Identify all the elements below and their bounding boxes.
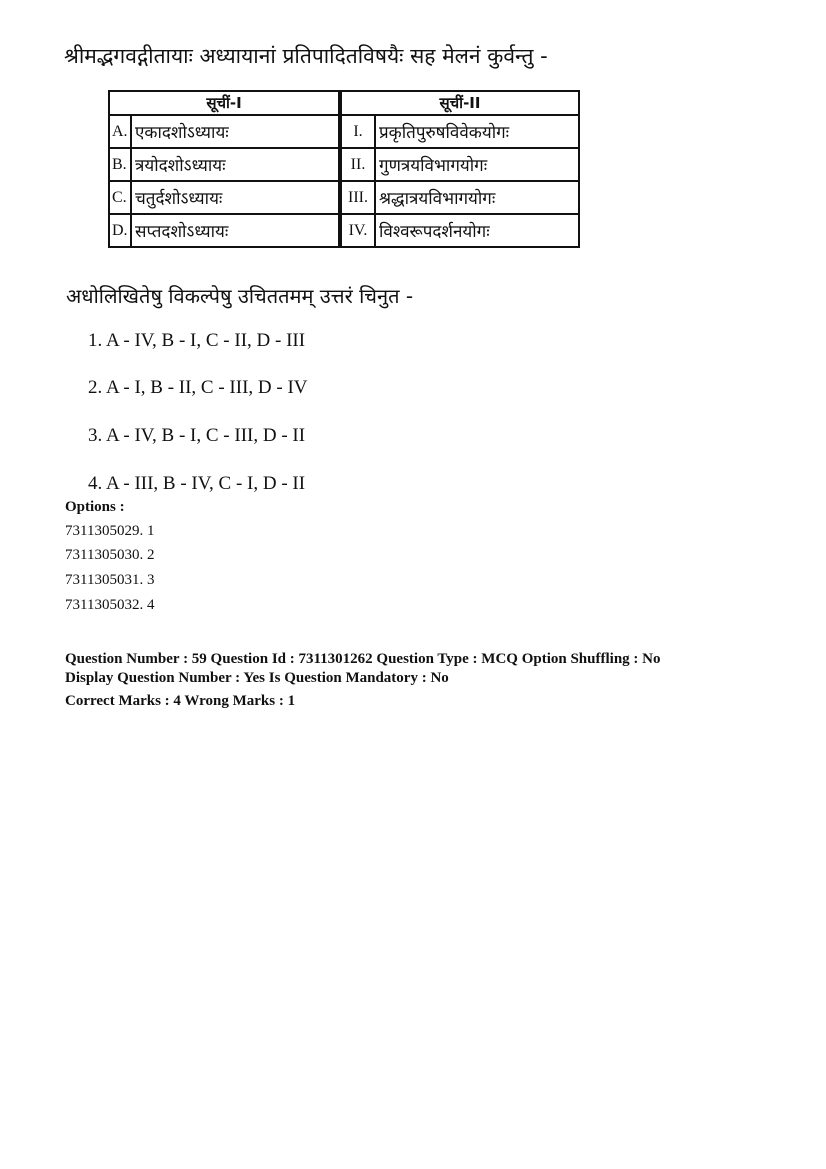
- question-meta-line-2: Display Question Number : Yes Is Question Mandatory : No: [65, 670, 449, 686]
- list-1-header: सूचीं-I: [109, 91, 339, 115]
- row-left-text: त्रयोदशोऽध्यायः: [131, 148, 339, 181]
- row-left-label: C.: [109, 181, 131, 214]
- option-id-1: 7311305029. 1: [65, 523, 155, 539]
- question-heading: श्रीमद्भगवद्गीतायाः अध्यायानां प्रतिपादितविषयैः सह मेलनं कुर्वन्तु -: [64, 44, 548, 68]
- option-id-4: 7311305032. 4: [65, 597, 155, 613]
- row-right-label: II.: [341, 148, 375, 181]
- answer-choice-2: 2. A - I, B - II, C - III, D - IV: [88, 377, 308, 398]
- row-left-label: A.: [109, 115, 131, 148]
- table-row: [109, 181, 579, 214]
- row-left-text: सप्तदशोऽध्यायः: [131, 214, 339, 247]
- answer-choice-1: 1. A - IV, B - I, C - II, D - III: [88, 330, 306, 351]
- row-left-text: एकादशोऽध्यायः: [131, 115, 339, 148]
- question-meta-line-1: Question Number : 59 Question Id : 7311301262 Question Type : MCQ Option Shuffling : No: [65, 651, 661, 667]
- row-right-label: I.: [341, 115, 375, 148]
- table-row: [109, 115, 579, 148]
- row-right-text: श्रद्धात्रयविभागयोगः: [375, 181, 579, 214]
- row-right-label: IV.: [341, 214, 375, 247]
- row-right-text: विश्वरूपदर्शनयोगः: [375, 214, 579, 247]
- option-id-2: 7311305030. 2: [65, 547, 155, 563]
- answer-choice-4: 4. A - III, B - IV, C - I, D - II: [88, 473, 306, 494]
- table-row: [109, 148, 579, 181]
- row-left-label: B.: [109, 148, 131, 181]
- answer-choice-3: 3. A - IV, B - I, C - III, D - II: [88, 425, 306, 446]
- row-right-label: III.: [341, 181, 375, 214]
- list-2-header: सूचीं-II: [341, 91, 579, 115]
- options-label: Options :: [65, 499, 125, 515]
- row-left-label: D.: [109, 214, 131, 247]
- question-instruction: अधोलिखितेषु विकल्पेषु उचिततमम् उत्तरं चिनुत -: [66, 284, 414, 308]
- option-id-3: 7311305031. 3: [65, 572, 155, 588]
- marks-line: Correct Marks : 4 Wrong Marks : 1: [65, 693, 296, 709]
- table-header-row: [109, 91, 579, 115]
- table-row: [109, 214, 579, 247]
- match-table: [108, 90, 580, 248]
- row-right-text: प्रकृतिपुरुषविवेकयोगः: [375, 115, 579, 148]
- row-right-text: गुणत्रयविभागयोगः: [375, 148, 579, 181]
- row-left-text: चतुर्दशोऽध्यायः: [131, 181, 339, 214]
